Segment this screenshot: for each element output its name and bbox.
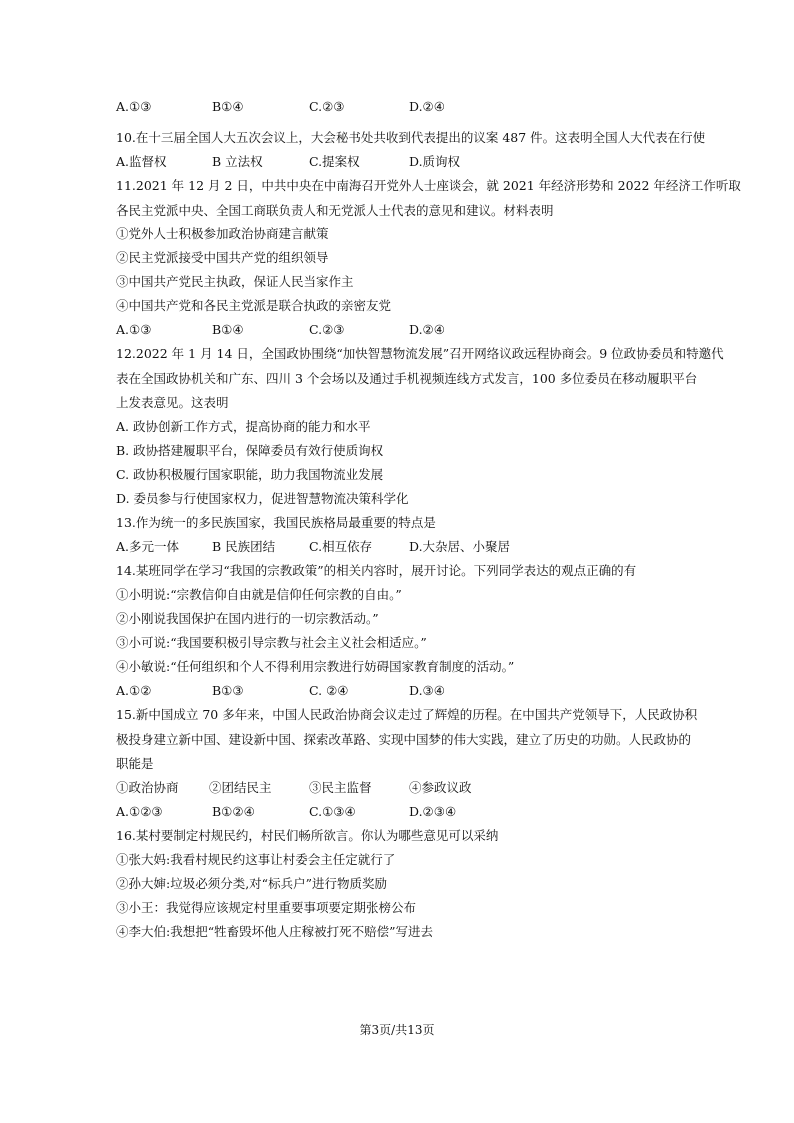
q11-statement-4: ④中国共产党和各民主党派是联合执政的亲密友党 [116, 298, 392, 313]
q13-option-b: B 民族团结 [212, 539, 276, 554]
q10-option-a: A.监督权 [116, 154, 167, 169]
q12-choice-c: C. 政协积极履行国家职能，助力我国物流业发展 [116, 467, 384, 482]
q13-options [116, 538, 676, 556]
q15-function-4: ④参政议政 [409, 780, 472, 795]
q15-stem-line-1: 15.新中国成立 70 多年来，中国人民政治协商会议走过了辉煌的历程。在中国共产党领导下，人民政协积 [116, 707, 698, 722]
q9-option-b: B①④ [212, 99, 244, 114]
q16-statement-1: ①张大妈:我看村规民约这事让村委会主任定就行了 [116, 852, 396, 867]
q15-option-b: B①②④ [212, 804, 255, 819]
q16-statement-3: ③小王：我觉得应该规定村里重要事项要定期张榜公布 [116, 900, 417, 915]
q11-stem-line-1: 11.2021 年 12 月 2 日，中共中央在中南海召开党外人士座谈会，就 2021 年经济形势和 2022 年经济工作听取 [116, 178, 741, 193]
q11-option-c: C.②③ [309, 322, 345, 337]
page-footer [0, 1022, 794, 1038]
q14-statement-1: ①小明说:“宗教信仰自由就是信仰任何宗教的自由。” [116, 587, 402, 602]
q9-options [116, 98, 676, 116]
q15-stem-line-3: 职能是 [116, 756, 154, 771]
q15-functions [116, 779, 676, 797]
q10-stem: 10.在十三届全国人大五次会议上，大会秘书处共收到代表提出的议案 487 件。这表明全国人大代表在行使 [116, 130, 706, 145]
q11-statement-2: ②民主党派接受中国共产党的组织领导 [116, 250, 329, 265]
page-number-label: 第3页/共13页 [359, 1023, 435, 1037]
q9-option-c: C.②③ [309, 99, 345, 114]
q15-function-2: ②团结民主 [209, 780, 272, 795]
q10-option-c: C.提案权 [309, 154, 360, 169]
q14-statement-2: ②小刚说我国保护在国内进行的一切宗教活动。” [116, 611, 379, 626]
q15-options [116, 803, 676, 821]
q10-option-b: B 立法权 [212, 154, 263, 169]
q13-option-c: C.相互依存 [309, 539, 373, 554]
q16-statement-4: ④李大伯:我想把“牲畜毁坏他人庄稼被打死不赔偿”写进去 [116, 924, 433, 939]
q16-statement-2: ②孙大婶:垃圾必须分类,对“标兵户”进行物质奖励 [116, 876, 387, 891]
q9-option-a: A.①③ [116, 99, 152, 114]
q9-option-d: D.②④ [409, 99, 445, 114]
q15-option-d: D.②③④ [409, 804, 457, 819]
q11-statement-1: ①党外人士积极参加政治协商建言献策 [116, 226, 329, 241]
q10-option-d: D.质询权 [409, 154, 461, 169]
q15-function-3: ③民主监督 [309, 780, 372, 795]
q16-stem: 16.某村要制定村规民约，村民们畅所欲言。你认为哪些意见可以采纳 [116, 828, 499, 843]
q14-statement-4: ④小敏说:“任何组织和个人不得利用宗教进行妨碍国家教育制度的活动。” [116, 659, 515, 674]
q11-option-a: A.①③ [116, 322, 152, 337]
q14-option-c: C. ②④ [309, 683, 349, 698]
q15-function-1: ①政治协商 [116, 780, 179, 795]
q15-option-a: A.①②③ [116, 804, 163, 819]
q12-choice-a: A. 政协创新工作方式，提高协商的能力和水平 [116, 419, 371, 434]
q14-option-a: A.①② [116, 683, 152, 698]
q12-stem-line-1: 12.2022 年 1 月 14 日，全国政协围绕“加快智慧物流发展”召开网络议政远程协商会。9 位政协委员和特邀代 [116, 346, 724, 361]
q13-stem: 13.作为统一的多民族国家，我国民族格局最重要的特点是 [116, 515, 436, 530]
q11-option-b: B①④ [212, 322, 244, 337]
q13-option-a: A.多元一体 [116, 539, 180, 554]
q12-choice-b: B. 政协搭建履职平台，保障委员有效行使质询权 [116, 443, 384, 458]
q11-stem-line-2: 各民主党派中央、全国工商联负责人和无党派人士代表的意见和建议。材料表明 [116, 203, 554, 218]
q14-statement-3: ③小可说:“我国要积极引导宗教与社会主义社会相适应。” [116, 635, 427, 650]
q10-options [116, 153, 676, 171]
q11-options [116, 321, 676, 339]
q15-option-c: C.①③④ [309, 804, 356, 819]
q14-option-b: B①③ [212, 683, 244, 698]
q15-stem-line-2: 极投身建立新中国、建设新中国、探索改革路、实现中国梦的伟大实践，建立了历史的功勋。人民政协的 [116, 732, 692, 747]
q14-stem: 14.某班同学在学习“我国的宗教政策”的相关内容时，展开讨论。下列同学表达的观点正确的有 [116, 563, 637, 578]
q13-option-d: D.大杂居、小聚居 [409, 539, 511, 554]
q12-stem-line-2: 表在全国政协机关和广东、四川 3 个会场以及通过手机视频连线方式发言，100 多位委员在移动履职平台 [116, 371, 698, 386]
q12-choice-d: D. 委员参与行使国家权力，促进智慧物流决策科学化 [116, 491, 409, 506]
q11-option-d: D.②④ [409, 322, 445, 337]
q11-statement-3: ③中国共产党民主执政，保证人民当家作主 [116, 274, 354, 289]
q12-stem-line-3: 上发表意见。这表明 [116, 395, 229, 410]
q14-options [116, 682, 676, 700]
q14-option-d: D.③④ [409, 683, 445, 698]
